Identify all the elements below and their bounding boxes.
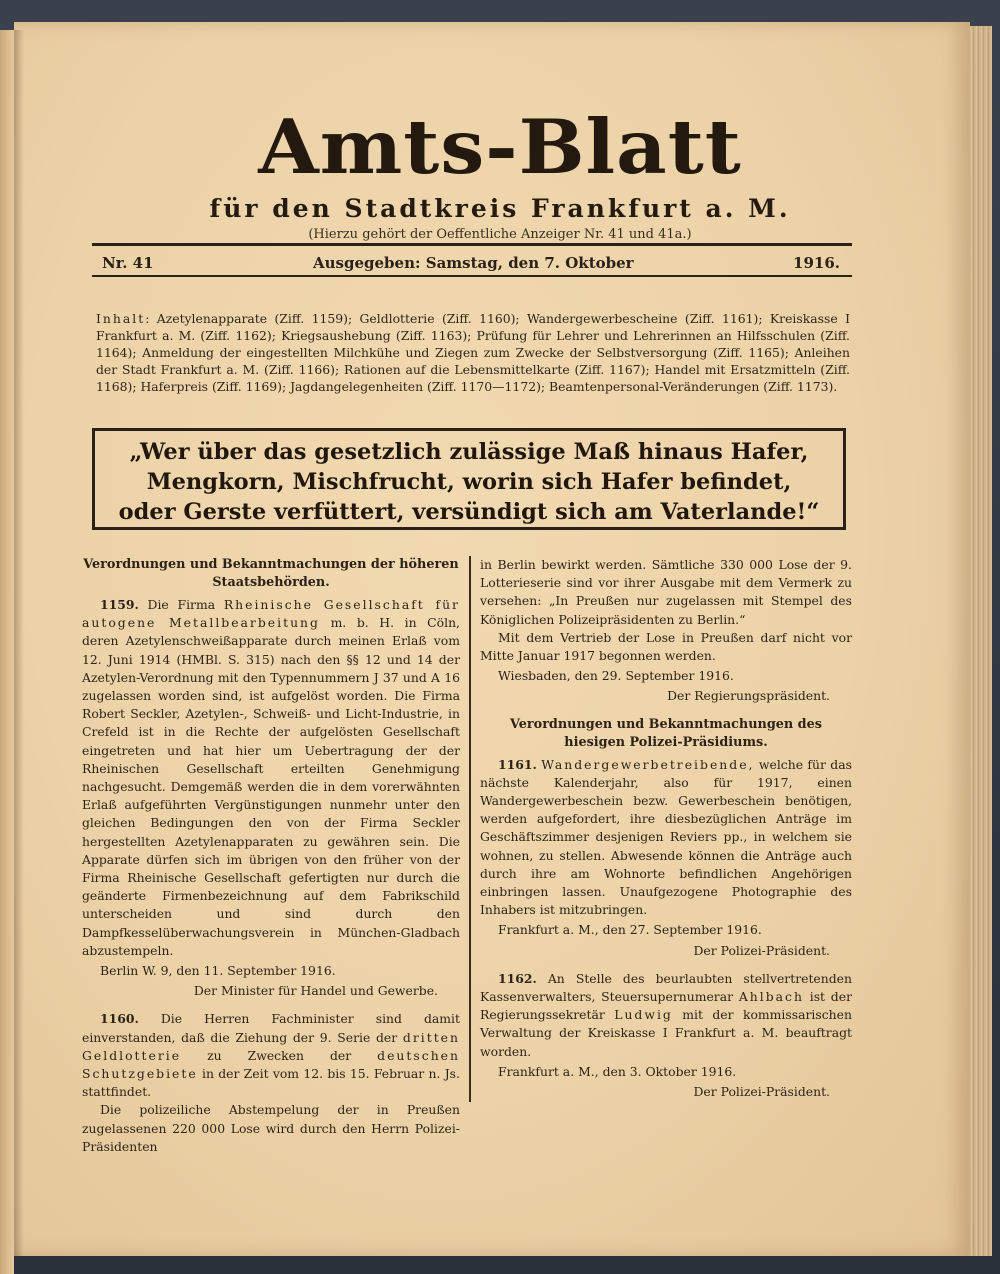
top-rule xyxy=(92,243,852,246)
spaced-text: Wandergewerbetreibende, xyxy=(541,756,755,772)
slogan-box: „Wer über das gesetzlich zulässige Maß hinaus Hafer, Mengkorn, Mischfrucht, worin sich Hafer befindet, oder Gerste verfüttert, versündigt sich am Vaterlande!“ xyxy=(92,428,846,530)
article-date: Berlin W. 9, den 11. September 1916. xyxy=(100,963,336,979)
bottom-rule xyxy=(92,275,852,277)
right-column xyxy=(480,556,852,1101)
section-heading-state: Verordnungen und Bekanntmachungen der höheren Staatsbehörden. xyxy=(83,557,459,590)
article-1162 xyxy=(480,970,852,1061)
issue-date: Ausgegeben: Samstag, den 7. Oktober xyxy=(313,254,634,272)
article-1161 xyxy=(480,756,852,920)
spaced-text: Ahlbach xyxy=(738,989,804,1005)
article-text: m. b. H. in Cöln, deren Azetylenschweißapparate durch meinen Erlaß vom 12. Juni 1914 (HMBl. S. 315) nach den §§ 12 und 14 der Azetylen-Verordnung mit den Typennummern J 37 und A 16 zugelassen worden sind, ist aufgelöst worden. Die Firma Robert Seckler, Azetylen-, Schweiß- und Licht-Industrie, in Crefeld ist in die Rechte der aufgelösten Gesellschaft eingetreten und hat hier um Uebertragung der der Rheinischen Gesellschaft erteilten Genehmigung nachgesucht. Demgemäß werden die in dem vorerwähnten Erlaß aufgeführten Vergünstigungen nunmehr unter den gleichen Bedingungen den von der Firma Seckler hergestellten Azetylenapparaten zu gewähren sein. Die Apparate dürfen sich im übrigen von den früher von der Firma Rheinische Gesellschaft gefertigten nur durch die geänderte Firmenbezeichnung auf dem Fabrikschild unterscheiden und sind durch den Dampfkesselüberwachungsverein in München-Gladbach abzustempeln. xyxy=(82,615,460,958)
issue-number: Nr. 41 xyxy=(102,254,154,272)
article-text: mit der kommissarischen Verwaltung der Kreiskasse I Frankfurt a. M. beauftragt worden. xyxy=(480,1007,852,1059)
section-heading-police: Verordnungen und Bekanntmachungen des hiesigen Polizei-Präsidiums. xyxy=(510,716,822,750)
article-signature: Der Regierungspräsident. xyxy=(667,688,830,704)
article-signature: Der Polizei-Präsident. xyxy=(693,942,830,958)
masthead xyxy=(0,103,1000,242)
article-text: Die Herren Fachminister sind damit einverstanden, daß die Ziehung der 9. Serie der xyxy=(82,1011,460,1045)
article-text: welche für das nächste Kalenderjahr, also für 1917, einen Wandergewerbeschein bezw. Gewerbeschein benötigen, werden aufgefordert, ihre diesbezüglichen Anträge im Geschäftszimmer desjenigen Reviers pp., in welchem sie wohnen, zu stellen. Abwesende können die Anträge auch durch ihre am Wohnorte befindlichen Angehörigen einbringen lassen. Unaufgezogene Photographie des Inhabers ist mitzubringen. xyxy=(480,756,852,918)
article-1160 xyxy=(82,1010,460,1101)
issue-year: 1916. xyxy=(793,254,840,272)
article-text: An Stelle des beurlaubten stellvertretenden Kassenverwalters, Steuersupernumerar xyxy=(480,970,852,1005)
column-divider xyxy=(469,556,471,1102)
spaced-text: Rheinische Gesellschaft für autogene Metallbearbeitung xyxy=(82,597,460,631)
article-text: zu Zwecken der xyxy=(207,1047,352,1063)
article-text: ist der Regierungssekretär xyxy=(480,989,852,1023)
article-number: 1159. xyxy=(100,597,139,612)
spaced-text: deutschen Schutzgebiete xyxy=(82,1047,460,1082)
spaced-text: Ludwig xyxy=(614,1007,673,1023)
article-date: Frankfurt a. M., den 3. Oktober 1916. xyxy=(498,1063,737,1079)
contents-label: Inhalt xyxy=(96,311,146,326)
contents-text: : Azetylenapparate (Ziff. 1159); Geldlotterie (Ziff. 1160); Wandergewerbescheine (Ziff. 1161); Kreiskasse I Frankfurt a. M. (Ziff. 1162); Kriegsaushebung (Ziff. 1163); Prüfung für Lehrer und Lehrerinnen an Hilfsschulen (Ziff. 1164); Anmeldung der eingestellten Milchkühe und Ziegen zum Zwecke der Selbstversorgung (Ziff. 1165); Anleihen der Stadt Frankfurt a. M. (Ziff. 1166); Rationen auf die Lebensmittelkarte (Ziff. 1167); Handel mit Ersatzmitteln (Ziff. 1168); Haferpreis (Ziff. 1169); Jagdangelegenheiten (Ziff. 1170—1172); Beamtenpersonal-Veränderungen (Ziff. 1173). xyxy=(96,311,850,394)
article-1160-paragraph: Die polizeiliche Abstempelung der in Preußen zugelassenen 220 000 Lose wird durch den Herrn Polizei-Präsidenten xyxy=(82,1102,460,1154)
article-1160-continued: in Berlin bewirkt werden. Sämtliche 330 000 Lose der 9. Lotterieserie sind vor ihrer Ausgabe mit dem Vermerk zu versehen: „In Preußen nur zugelassen mit Stempel des Königlichen Polizeipräsidenten zu Berlin.“ xyxy=(480,557,852,627)
article-date: Frankfurt a. M., den 27. September 1916. xyxy=(498,922,762,938)
article-text: Die Firma xyxy=(147,597,216,612)
article-1159 xyxy=(82,596,460,960)
article-text: in der Zeit vom 12. bis 15. Februar n. Js. stattfindet. xyxy=(82,1066,460,1100)
table-of-contents xyxy=(96,310,850,395)
supplement-note: (Hierzu gehört der Oeffentliche Anzeiger Nr. 41 und 41a.) xyxy=(308,227,692,242)
article-number: 1162. xyxy=(498,970,537,986)
article-number: 1161. xyxy=(498,756,537,772)
issue-line xyxy=(102,252,840,274)
left-column xyxy=(82,556,460,1156)
article-paragraph: Mit dem Vertrieb der Lose in Preußen darf nicht vor Mitte Januar 1917 begonnen werden. xyxy=(480,629,852,664)
article-signature: Der Polizei-Präsident. xyxy=(693,1084,830,1100)
article-signature: Der Minister für Handel und Gewerbe. xyxy=(193,983,438,999)
spaced-text: dritten Geldlotterie xyxy=(82,1029,460,1063)
newspaper-subtitle: für den Stadtkreis Frankfurt a. M. xyxy=(209,194,791,223)
article-number: 1160. xyxy=(100,1011,139,1027)
newspaper-title: Amts-Blatt xyxy=(258,103,742,192)
article-date: Wiesbaden, den 29. September 1916. xyxy=(498,668,734,684)
